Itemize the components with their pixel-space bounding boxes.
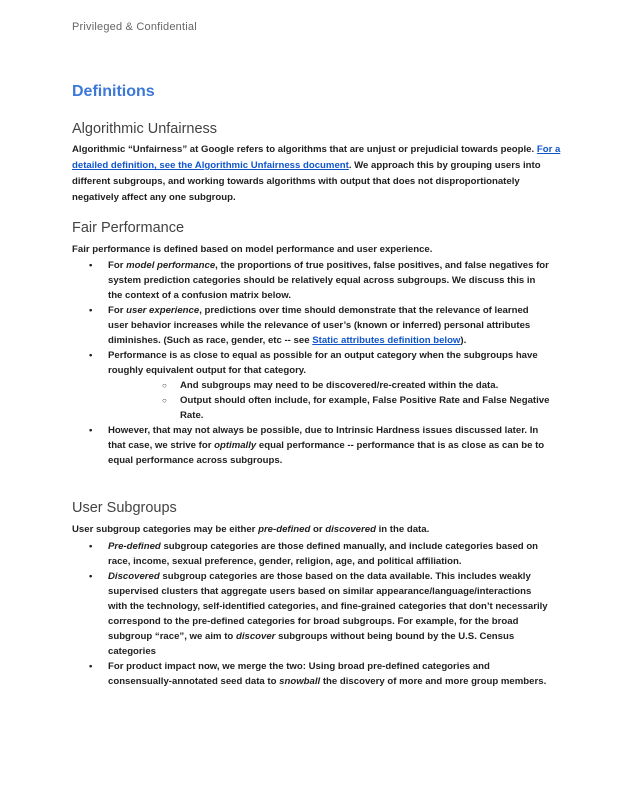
list-item: • For model performance, the proportions of true positives, false positives, and false negatives for system prediction categories should be relatively equal across subgroups. We discuss this in the context of a confusion matrix below.	[72, 258, 550, 303]
unfairness-paragraph: Algorithmic “Unfairness” at Google refers to algorithms that are unjust or prejudicial towards people. For a detailed definition, see the Algorithmic Unfairness document. We approach this by grouping users into different subgroups, and working towards algorithms with output that does not disproportionately negatively affect any one subgroup.	[72, 144, 561, 203]
unfairness-document-link[interactable]: For a detailed definition, see the Algorithmic Unfairness document	[72, 144, 561, 171]
confidentiality-header: Privileged & Confidential	[72, 21, 197, 33]
fair-performance-intro: Fair performance is defined based on model performance and user experience.	[72, 244, 433, 255]
user-subgroups-list	[72, 539, 550, 689]
sub-list-item: ○ And subgroups may need to be discovered/re-created within the data.	[144, 378, 550, 393]
list-item: • Pre-defined subgroup categories are those defined manually, and include categories based on race, income, sexual preference, gender, religion, age, and political affiliation.	[72, 539, 550, 569]
list-item: • For product impact now, we merge the two: Using broad pre-defined categories and consensually-annotated seed data to snowball the discovery of more and more group members.	[72, 659, 550, 689]
static-attributes-link[interactable]: Static attributes definition below	[312, 335, 461, 346]
list-item: • For user experience, predictions over time should demonstrate that the relevance of learned user behavior increases while the relevance of user’s (known or inferred) personal attributes diminishes. (Such as race, gender, etc -- see Static attributes definition below).	[72, 303, 550, 348]
list-item: • However, that may not always be possible, due to Intrinsic Hardness issues discussed later. In that case, we strive for optimally equal performance -- performance that is as close as can be to equal performance across subgroups.	[72, 423, 550, 468]
section-heading-unfairness: Algorithmic Unfairness	[72, 121, 218, 137]
section-heading-fair-performance: Fair Performance	[72, 220, 185, 236]
fair-performance-list	[72, 258, 550, 468]
list-item: • Discovered subgroup categories are those based on the data available. This includes weakly supervised clusters that aggregate users based on similar appearance/language/interactions with the technology, self-identified categories, and fine-grained categories that don’t necessarily correspond to the pre-defined categories for broad subgroups. For example, for the broad subgroup “race”, we aim to discover subgroups without being bound by the U.S. Census categories	[72, 569, 550, 659]
list-item: • Performance is as close to equal as possible for an output category when the subgroups have roughly equivalent output for that category. ○ And subgroups may need to be discovered/re-created within the data. ○ Output should often include, for example, False Positive Rate and False Negative Rate.	[72, 348, 550, 423]
page-title: Definitions	[72, 83, 155, 100]
user-subgroups-intro: User subgroup categories may be either pre-defined or discovered in the data.	[72, 524, 430, 535]
sub-list-item: ○ Output should often include, for example, False Positive Rate and False Negative Rate.	[144, 393, 550, 423]
section-heading-user-subgroups: User Subgroups	[72, 500, 177, 516]
sub-list	[108, 378, 550, 423]
